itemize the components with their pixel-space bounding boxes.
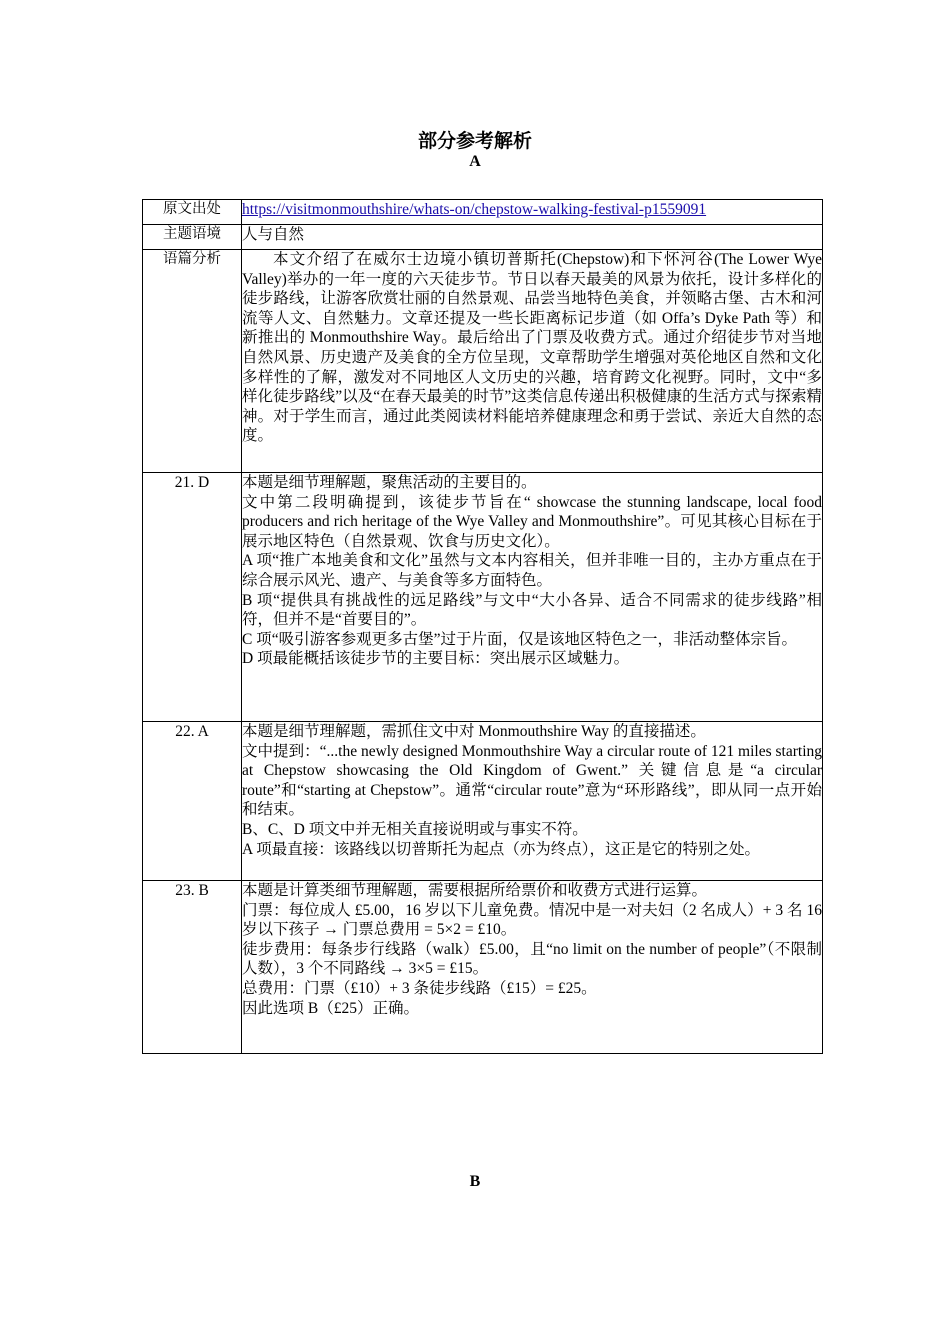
section-label-a: A <box>469 153 481 170</box>
q23-cell <box>242 881 823 1054</box>
q22-line: B、C、D 项文中并无相关直接说明或与事实不符。 <box>242 820 588 838</box>
table-row-q22 <box>143 722 823 881</box>
text-analysis-paragraph: 本文介绍了在威尔士边境小镇切普斯托(Chepstow)和下怀河谷(The Lower Wye Valley)举办的一年一度的六天徒步节。节日以春天最美的风景为依托，设计多样化的徒步路线，让游客欣赏壮丽的自然景观、品尝当地特色美食，并领略古堡、古木和河流等人文、自然魅力。文章还提及一些长距离标记步道（如 Offa’s Dyke Path 等）和新推出的 Monmouthshire Way。最后给出了门票及收费方式。通过介绍徒步节对当地自然风景、历史遗产及美食的全方位呈现，文章帮助学生增强对英伦地区自然和文化多样性的了解，激发对不同地区人文历史的兴趣，培育跨文化视野。同时，文中“多样化徒步路线”以及“在春天最美的时节”这类信息传递出积极健康的生活方式与探索精神。对于学生而言，通过此类阅读材料能培养健康理念和勇于尝试、亲近大自然的态度。 <box>242 251 822 445</box>
q23-line: 徒步费用：每条步行线路（walk）£5.00，且“no limit on the number of people”（不限制人数），3 个不同路线 → 3×5 = £15。 <box>242 940 822 978</box>
text-analysis-cell <box>242 250 823 473</box>
source-label: 原文出处 <box>143 200 242 225</box>
q21-line: D 项最能概括该徒步节的主要目标：突出展示区域魅力。 <box>242 650 630 668</box>
q22-line: 本题是细节理解题，需抓住文中对 Monmouthshire Way 的直接描述。 <box>242 723 706 740</box>
table-row-q21 <box>143 473 823 722</box>
q21-label: 21. D <box>143 473 242 722</box>
analysis-table <box>142 199 823 1054</box>
source-link[interactable]: https://visitmonmouthshire/whats-on/chepstow-walking-festival-p1559091 <box>242 201 707 218</box>
q21-line: 本题是细节理解题，聚焦活动的主要目的。 <box>242 474 537 491</box>
text-analysis-label: 语篇分析 <box>143 250 242 473</box>
theme-value: 人与自然 <box>242 225 823 250</box>
q21-line: 文中第二段明确提到，该徒步节旨在“ showcase the stunning landscape, local food producers and rich heritage of the Wye Valley and Monmouthshire”。可见其核心目标在于展示地区特色（自然景观、饮食与历史文化）。 <box>242 493 822 550</box>
q22-line: 文中提到：“...the newly designed Monmouthshire Way a circular route of 121 miles starting at Chepstow showcasing the Old Kingdom of Gwent.” 关键信息是“a circular route”和“starting at Chepstow”。通常“circular route”意为“环形路线”，即从同一点开始和结束。 <box>242 742 822 819</box>
section-label-b: B <box>469 1173 481 1190</box>
q21-line: A 项“推广本地美食和文化”虽然与文本内容相关，但并非唯一目的，主办方重点在于综合展示风光、遗产、与美食等多方面特色。 <box>242 552 822 589</box>
table-row-q23 <box>143 881 823 1054</box>
q22-cell <box>242 722 823 881</box>
q23-label: 23. B <box>143 881 242 1054</box>
theme-label: 主题语境 <box>143 225 242 250</box>
q21-line: B 项“提供具有挑战性的远足路线”与文中“大小各异、适合不同需求的徒步线路”相符，但并不是“首要目的”。 <box>242 591 822 629</box>
table-row-text-analysis <box>143 250 823 473</box>
q23-line: 因此选项 B（£25）正确。 <box>242 999 419 1017</box>
q21-cell <box>242 473 823 722</box>
q22-line: A 项最直接：该路线以切普斯托为起点（亦为终点），这正是它的特别之处。 <box>242 840 760 858</box>
source-cell <box>242 200 823 225</box>
q23-line: 本题是计算类细节理解题，需要根据所给票价和收费方式进行运算。 <box>242 882 708 899</box>
table-row-source <box>143 200 823 225</box>
table-row-theme <box>143 225 823 250</box>
q23-line: 门票：每位成人 £5.00，16 岁以下儿童免费。情况中是一对夫妇（2 名成人）+ 3 名 16 岁以下孩子 → 门票总费用 = 5×2 = £10。 <box>242 901 822 939</box>
q21-line: C 项“吸引游客参观更多古堡”过于片面，仅是该地区特色之一，非活动整体宗旨。 <box>242 630 797 648</box>
q22-label: 22. A <box>143 722 242 881</box>
q23-line: 总费用：门票（£10）+ 3 条徒步线路（£15）= £25。 <box>242 979 597 997</box>
page-title: 部分参考解析 <box>417 130 532 152</box>
